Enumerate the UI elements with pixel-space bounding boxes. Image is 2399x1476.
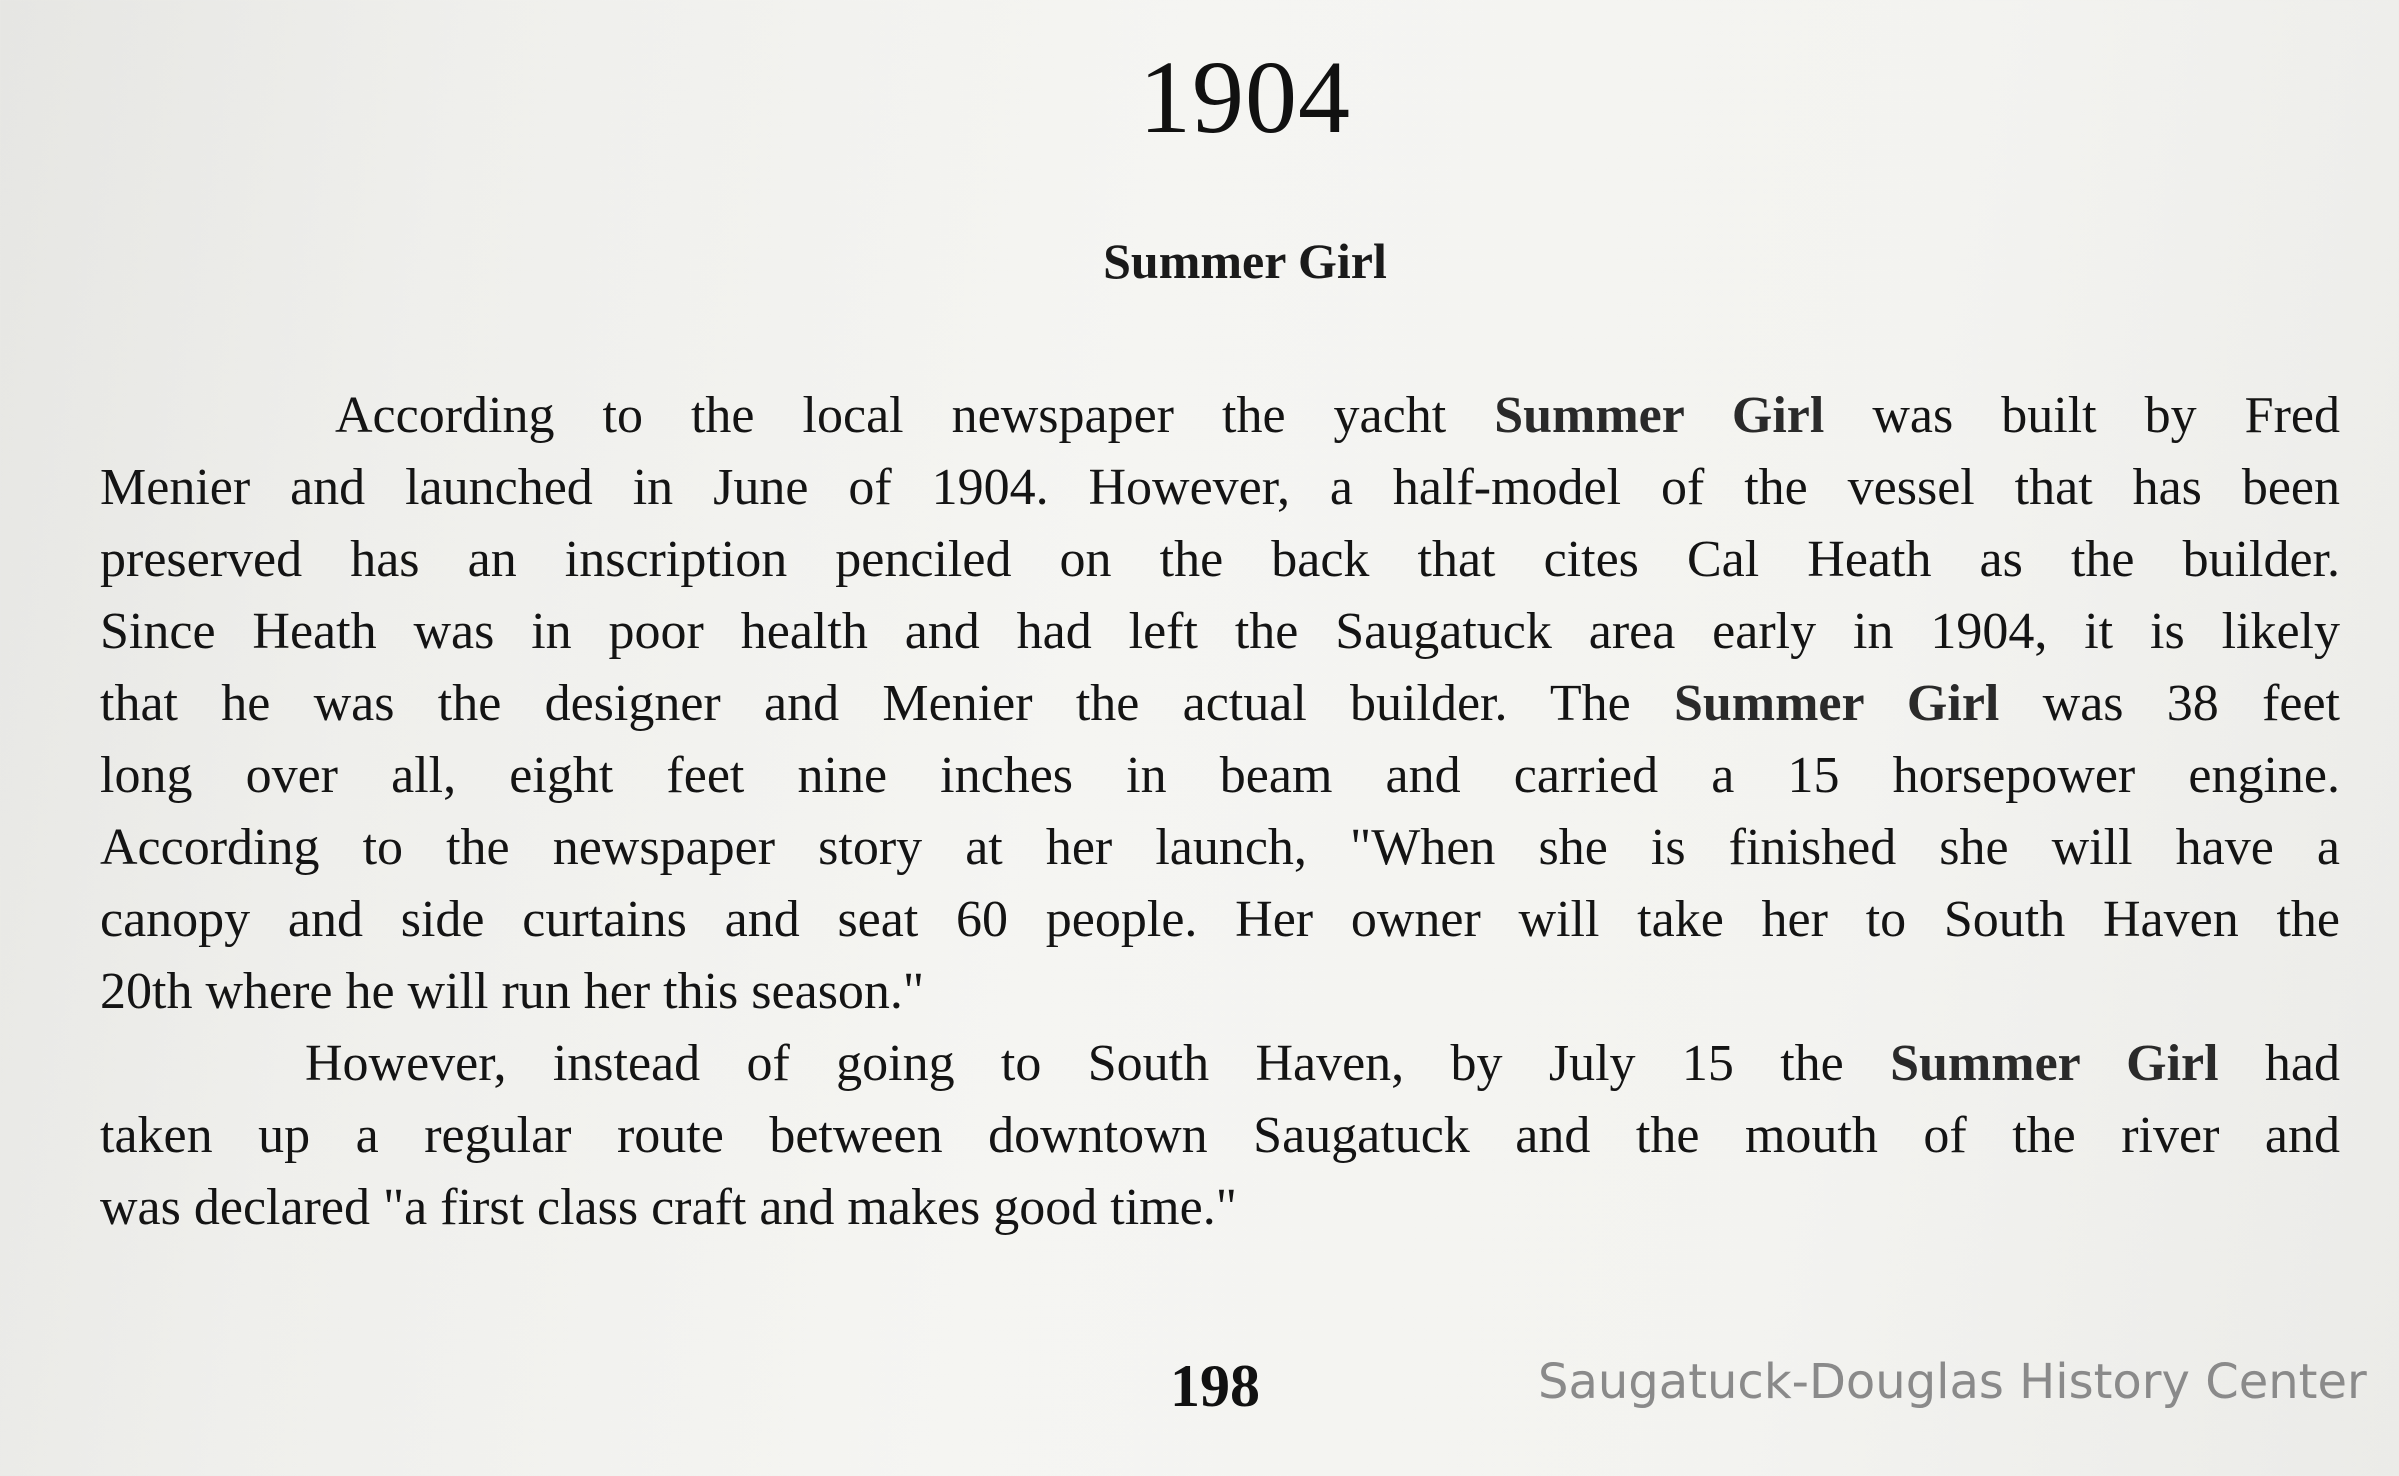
text-line: canopy and side curtains and seat 60 people. Her owner will take her to South Haven the: [100, 891, 2340, 948]
text-line: preserved has an inscription penciled on the back that cites Cal Heath as the builder.: [100, 531, 2340, 588]
page-number: 198: [1170, 1353, 1260, 1419]
watermark: Saugatuck-Douglas History Center: [1538, 1354, 2367, 1410]
text-line: long over all, eight feet nine inches in beam and carried a 15 horsepower engine.: [100, 747, 2340, 804]
text-line: According to the local newspaper the yacht Summer Girl was built by Fred: [335, 387, 2340, 444]
vessel-name: Summer Girl: [1494, 387, 1825, 444]
text-line: Menier and launched in June of 1904. However, a half-model of the vessel that has been: [100, 459, 2340, 516]
text-line: However, instead of going to South Haven, by July 15 the Summer Girl had: [305, 1035, 2340, 1092]
vessel-name: Summer Girl: [1890, 1035, 2219, 1092]
section-title: Summer Girl: [1103, 233, 1387, 289]
body-text: [100, 380, 2340, 1244]
text-line: 20th where he will run her this season.": [100, 963, 925, 1020]
vessel-name: Summer Girl: [1673, 675, 2000, 732]
text-line: According to the newspaper story at her launch, "When she is finished she will have a: [100, 819, 2340, 876]
chapter-year: 1904: [1139, 40, 1351, 155]
text-line: that he was the designer and Menier the actual builder. The Summer Girl was 38 feet: [100, 675, 2340, 732]
text-line: Since Heath was in poor health and had left the Saugatuck area early in 1904, it is likely: [100, 603, 2340, 660]
text-line: was declared "a first class craft and makes good time.": [100, 1179, 1237, 1236]
text-line: taken up a regular route between downtown Saugatuck and the mouth of the river and: [100, 1107, 2340, 1164]
